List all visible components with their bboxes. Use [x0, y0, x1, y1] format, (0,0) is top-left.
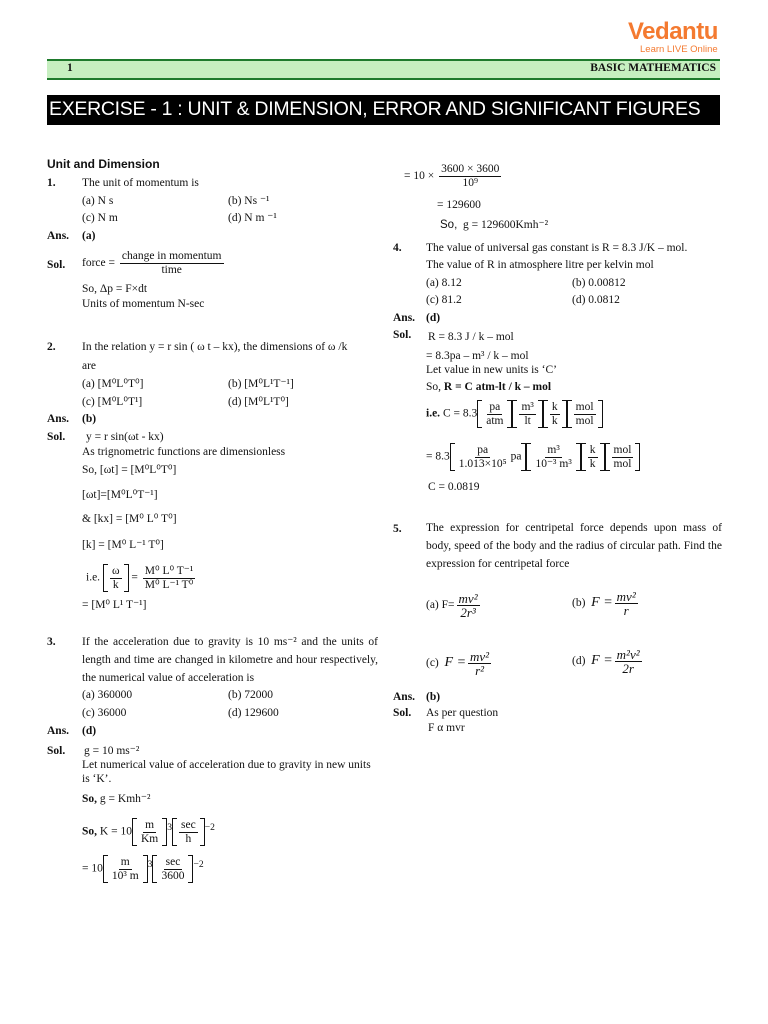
q3-option-a: (a) 360000: [82, 689, 133, 701]
q5-c-label: (c): [426, 657, 439, 670]
q1-sol-eq3: Units of momentum N-sec: [82, 298, 205, 310]
q3-sol-eq10: = 10: [82, 862, 103, 875]
q3-number: 3.: [47, 636, 56, 648]
q2-sol-1: y = r sin(ωt - kx): [86, 431, 164, 443]
q1-option-c: (c) N m: [82, 212, 118, 224]
q5-option-c: [426, 650, 493, 677]
q5-answer: (b): [426, 691, 441, 703]
q3-f3n: m: [120, 855, 130, 868]
q2-question: In the relation y = r sin ( ω t – kx), the dimensions of ω /k: [82, 341, 348, 353]
q2-sol-label: Sol.: [47, 431, 66, 443]
q5-sol-2: F α mvr: [428, 722, 465, 734]
q1-option-b: (b) Ns ⁻¹: [228, 195, 270, 207]
q1-sol-label: Sol.: [47, 259, 66, 271]
q3-calc-num: 3600 × 3600: [441, 163, 500, 175]
q4-sol-2: = 8.3pa – m³ / k – mol: [426, 350, 529, 362]
brand-logo: Vedantu: [628, 18, 718, 45]
q2-sol-7-num: M⁰ L⁰ T⁻¹: [144, 564, 194, 577]
q2-answer: (b): [82, 413, 97, 425]
brand-tagline: Learn LIVE Online: [640, 44, 718, 55]
q1-sol-eq1: [82, 250, 226, 277]
q4-g4d: mol: [613, 457, 632, 470]
section-heading: Unit and Dimension: [47, 157, 160, 171]
q3-sol-2: Let numerical value of acceleration due to gravity in new units is ‘K’.: [82, 759, 371, 785]
q5-option-b: [572, 590, 640, 617]
q4-f1n: pa: [489, 400, 501, 413]
q4-number: 4.: [393, 242, 402, 254]
q5-a-num: mv²: [458, 591, 478, 606]
q1-sol-num: change in momentum: [121, 250, 222, 262]
q5-b-label: (b): [572, 597, 586, 610]
q3-calc-1: [404, 163, 503, 190]
q4-sol-3: Let value in new units is ‘C’: [426, 364, 557, 376]
q4-f2d: lt: [524, 414, 531, 427]
q4-f3d: k: [551, 414, 558, 427]
q4-sol-7: C = 0.0819: [428, 481, 480, 493]
q2-sol-2: As trignometric functions are dimensionless: [82, 446, 286, 458]
q3-calc-den: 10⁹: [462, 177, 478, 189]
q5-c-f: F =: [444, 655, 467, 671]
q2-sol-k: k: [112, 578, 119, 591]
q4-f3n: k: [551, 400, 558, 413]
q4-sol-ie: i.e.: [426, 407, 441, 420]
q4-g4n: mol: [613, 443, 632, 456]
q4-sol-5: [426, 400, 603, 428]
q3-calc-2: = 129600: [437, 199, 481, 211]
q4-g2n: m³: [547, 443, 560, 456]
page-number: 1: [67, 62, 73, 74]
q3-ans-label: Ans.: [47, 725, 70, 737]
q2-sol-ie: i.e.: [86, 571, 101, 584]
q1-answer: (a): [82, 230, 96, 242]
q4-g1d: 1.013×10⁵: [458, 457, 507, 470]
q4-g1n: pa: [477, 443, 489, 456]
q5-c-den: r²: [475, 663, 485, 678]
q3-sol-1: g = 10 ms⁻²: [84, 745, 140, 757]
q4-f1d: atm: [486, 414, 504, 427]
page-header-band: [47, 59, 720, 80]
q4-f4d: mol: [575, 414, 594, 427]
q2-sol-7-den: M⁰ L⁻¹ T⁰: [144, 578, 194, 591]
q3-option-b: (b) 72000: [228, 689, 274, 701]
q2-sol-3: So, [ωt] = [M⁰L⁰T⁰]: [82, 464, 177, 476]
q2-sol-6: [k] = [M⁰ L⁻¹ T⁰]: [82, 539, 164, 551]
q5-sol-1: As per question: [426, 707, 499, 719]
q3-f4n: sec: [165, 855, 181, 868]
q2-sol-5: & [kx] = [M⁰ L⁰ T⁰]: [82, 513, 177, 525]
q4-sol-so: So,: [426, 381, 442, 393]
exercise-title-bar: [47, 95, 720, 125]
q5-option-a: [426, 592, 482, 619]
q4-sol-label: Sol.: [393, 329, 412, 341]
q4-g-pa: pa: [510, 450, 522, 463]
q5-d-label: (d): [572, 655, 586, 668]
q4-sol-6: [426, 443, 640, 471]
q4-option-b: (b) 0.00812: [572, 277, 626, 289]
q3-sol-label: Sol.: [47, 745, 66, 757]
q3-calc-eq: = 10 ×: [404, 170, 435, 183]
q3-calc-g: g = 129600Kmh⁻²: [463, 219, 549, 231]
q4-ans-label: Ans.: [393, 312, 416, 324]
q4-option-c: (c) 81.2: [426, 294, 462, 306]
q3-f1n: m: [145, 818, 155, 831]
q4-option-d: (d) 0.0812: [572, 294, 620, 306]
q2-option-b: (b) [M⁰L¹T⁻¹]: [228, 378, 294, 390]
q4-option-a: (a) 8.12: [426, 277, 462, 289]
q4-sol-c: C = 8.3: [442, 407, 478, 420]
q3-f4d: 3600: [161, 869, 185, 882]
q4-sol-eq: = 8.3: [426, 450, 450, 463]
q2-ans-label: Ans.: [47, 413, 70, 425]
q3-f3d: 10³ m: [111, 869, 139, 882]
q5-option-d: [572, 648, 644, 675]
q3-sol-5: = 10 $\frac{m}{\text{10³ m}}$ $^3$ $\frac{\sec}{3600}$ $^{-2}$: [82, 855, 204, 882]
q4-f2n: m³: [521, 400, 534, 413]
q3-f2n: sec: [181, 818, 196, 831]
q1-number: 1.: [47, 177, 56, 189]
q4-question-cont: The value of R in atmosphere litre per kelvin mol: [426, 259, 654, 271]
q1-sol-den: time: [161, 264, 182, 276]
q3-calc-so: So,: [440, 219, 458, 231]
q4-sol-4: [426, 380, 551, 395]
q4-sol-rc: R = C atm-lt / k – mol: [443, 381, 552, 393]
q3-sol-so2: So,: [82, 825, 98, 838]
q2-option-d: (d) [M⁰L¹T⁰]: [228, 396, 289, 408]
q5-d-num: m²v²: [616, 647, 640, 662]
q2-option-c: (c) [M⁰L⁰T¹]: [82, 396, 143, 408]
section-title: BASIC MATHEMATICS: [590, 62, 716, 74]
q5-b-f: F =: [591, 595, 613, 611]
q4-g3n: k: [589, 443, 596, 456]
q3-option-c: (c) 36000: [82, 707, 127, 719]
q1-option-d: (d) N m ⁻¹: [228, 212, 277, 224]
q3-sol-g: g = Kmh⁻²: [99, 793, 151, 805]
q5-d-f: F =: [591, 653, 613, 669]
q5-c-num: mv²: [470, 649, 490, 664]
q5-sol-label: Sol.: [393, 707, 412, 719]
q5-b-den: r: [623, 603, 629, 618]
q2-sol-4: [ωt]=[M⁰L⁰T⁻¹]: [82, 489, 158, 501]
q3-sol-3: [82, 792, 150, 807]
q4-answer: (d): [426, 312, 441, 324]
q4-sol-1: R = 8.3 J / k – mol: [428, 331, 514, 343]
q2-option-a: (a) [M⁰L⁰T⁰]: [82, 378, 144, 390]
q3-question: If the acceleration due to gravity is 10 ms⁻² and the units of length and time are changed in kilometre and hour respectively, the numerical value of acceleration is: [82, 636, 378, 684]
exercise-title: EXERCISE - 1 : UNIT & DIMENSION, ERROR AND SIGNIFICANT FIGURES: [49, 98, 701, 120]
q5-a-label: (a) F=: [426, 599, 455, 612]
q5-d-den: 2r: [622, 661, 634, 676]
q4-g3d: k: [589, 457, 596, 470]
q3-f1d: Km: [140, 832, 159, 845]
q1-ans-label: Ans.: [47, 230, 70, 242]
q1-sol-force: force =: [82, 257, 115, 270]
q2-sol-7: i.e. $\frac{\omega}{k}$ = $\frac{\text{M⁰ L⁰ T⁻¹}}{\text{M⁰ L⁻¹ T⁰}}$: [86, 564, 194, 591]
q3-sol-k: K = 10: [99, 825, 132, 838]
q3-option-d: (d) 129600: [228, 707, 279, 719]
q3-f2d: h: [185, 832, 192, 845]
q1-sol-eq2: So, Δp = F×dt: [82, 283, 148, 295]
q2-number: 2.: [47, 341, 56, 353]
q1-option-a: (a) N s: [82, 195, 114, 207]
q4-question: The value of universal gas constant is R = 8.3 J/K – mol.: [426, 242, 688, 254]
q3-sol-so: So,: [82, 793, 98, 805]
q2-question-cont: are: [82, 360, 97, 372]
q5-b-num: mv²: [616, 589, 636, 604]
q3-calc-3: [440, 218, 548, 233]
q4-f4n: mol: [575, 400, 594, 413]
q2-sol-8: = [M⁰ L¹ T⁻¹]: [82, 599, 147, 611]
q2-sol-omega: ω: [111, 564, 120, 577]
q4-g2d: 10⁻³ m³: [535, 457, 572, 470]
q1-question: The unit of momentum is: [82, 177, 199, 189]
q5-ans-label: Ans.: [393, 691, 416, 703]
q3-sol-4: So, K = 10 $\frac{m}{Km}$ $^3$ $\frac{\sec}{h}$ $^{-2}$: [82, 818, 215, 845]
q3-answer: (d): [82, 725, 97, 737]
q5-question: The expression for centripetal force depends upon mass of body, speed of the body and the radius of circular path. Find the expression for centripetal force: [426, 522, 722, 570]
q5-a-den: 2r³: [460, 605, 476, 620]
q5-number: 5.: [393, 523, 402, 535]
